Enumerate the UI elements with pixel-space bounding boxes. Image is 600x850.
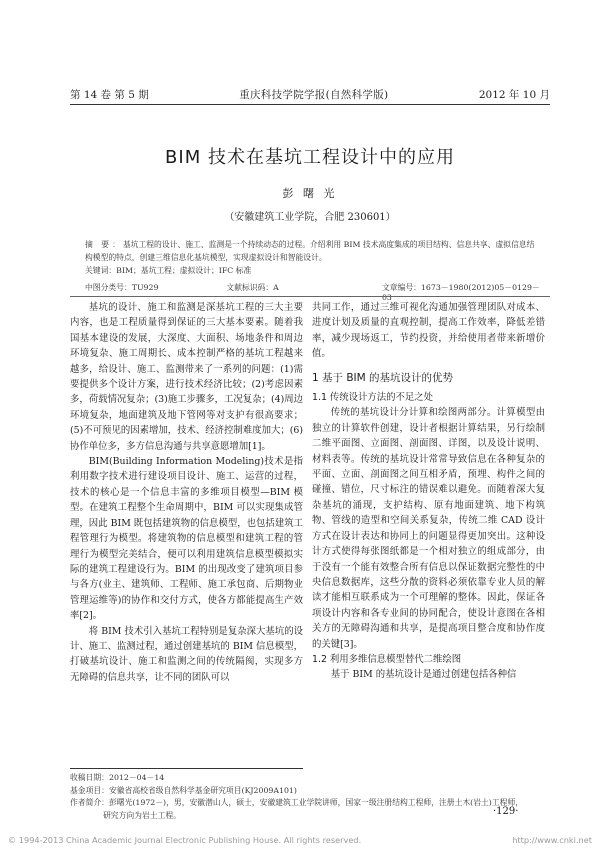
author-bio: 作者简介：彭曙光(1972－)，男，安徽潜山人，硕士，安徽建筑工业学院讲师，国家一级注册结构工程师，注册土木(岩土)工程师， (70, 798, 524, 807)
author-bio-continued: 研究方向为岩土工程。 (103, 810, 181, 820)
right-column (312, 300, 545, 683)
publisher-url[interactable]: http://www.cnki.net (512, 835, 592, 845)
fund-info: 基金项目：安徽省高校省级自然科学基金研究项目(KJ2009A101) (70, 785, 297, 795)
document-code: 文献标识码：A (226, 283, 279, 292)
body-paragraph: 将 BIM 技术引入基坑工程特别是复杂深大基坑的设计、施工、监测过程，通过创建基坑的 BIM 信息模型，打破基坑设计、施工和监测之间的传统隔阂，实现多方无障碍的信息共享，让不同的团队可以 (70, 625, 303, 683)
received-date: 收稿日期：2012－04－14 (70, 773, 165, 782)
running-header (70, 84, 550, 104)
footnotes (70, 772, 550, 822)
article-number: 文章编号：1673－1980(2012)05－0129－03 (381, 283, 540, 302)
body-paragraph-continued: 共同工作，通过三维可视化沟通加强管理团队对成本、进度计划及质量的直观控制，提高工作效率，降低差错率，减少现场返工，节约投资，并给使用者带来新增价值。 (312, 302, 545, 360)
body-paragraph: 基于 BIM 的基坑设计是通过创建包括各种信 (330, 669, 517, 681)
body-paragraph: BIM(Building Information Modeling)技术是指利用数字技术进行建设项目设计、施工、运营的过程，技术的核心是一个信息丰富的多维项目模型—BIM 模型。在建筑工程整个生命周期中，BIM 可以实现集成管理，因此 BIM 既包括建筑物的信息模型，也包括建筑工程管理行为模型。将建筑物的信息模型和建筑工程的管理行为模型完美结合，便可以利用建筑信息模型模拟实际的建筑工程建设行为。BIM 的出现改变了建筑项目参与各方(业主、建筑师、工程师、施工承包商、后期物业管理运维等)的协作和交付方式，使各方都能提高生产效率[2]。 (70, 456, 303, 622)
left-column (70, 300, 303, 685)
body-paragraph: 传统的基坑设计分计算和绘图两部分。计算模型由独立的计算软件创建，设计者根据计算结果，另行绘制二维平面图、立面图、剖面图、详图，以及设计说明、材料表等。传统的基坑设计常常导致信息在各种复杂的平面、立面、剖面图之间互相矛盾，预埋、构件之间的碰撞、错位，尺寸标注的错误难以避免。而随着深大复杂基坑的涌现，支护结构、原有地面建筑、地下构筑物、管线的造型和空间关系复杂，传统二维 CAD 设计方式在设计表达和协同上的问题显得更加突出。这种设计方式使得每张图纸都是一个相对独立的组成部分，由于没有一个能有效整合所有信息以保证数据完整性的中央信息数据库，这些分散的资料必须依靠专业人员的解读才能相互联系成为一个可理解的整体。因此，保证各项设计内容和各专业间的协同配合，使设计意图在各相关方的无障碍沟通和共享，是提高项目整合度和协作度的关键[3]。 (312, 407, 545, 650)
header-rule (70, 104, 550, 105)
article-meta (85, 282, 540, 302)
abstract-text: 基坑工程的设计、施工、监测是一个持续动态的过程。介绍利用 BIM 技术高度集成的项目结构、信息共享、虚拟信息结构模型的特点，创建三维信息化基坑模型，实现虚拟设计和智能设计。 (85, 240, 535, 262)
journal-name: 重庆科技学院学报(自然科学版) (239, 88, 389, 101)
affiliation: （安徽建筑工业学院，合肥 230601） (224, 212, 396, 223)
abstract-rule (70, 296, 550, 297)
page-number: ·129· (493, 806, 519, 817)
abstract (85, 238, 540, 277)
volume-issue: 第 14 卷 第 5 期 (70, 88, 149, 101)
paper-title: BIM 技术在基坑工程设计中的应用 (165, 147, 455, 168)
subsection-heading: 1.1 传统设计方法的不足之处 (312, 392, 434, 404)
abstract-label: 摘 要： (85, 240, 123, 249)
footnote-rule (70, 768, 303, 769)
body-paragraph: 基坑的设计、施工和监测是深基坑工程的三大主要内容，也是工程质量得到保证的三大基本要素。随着我国基本建设的发展，大深度、大面积、场地条件和周边环境复杂、施工周期长、成本控制严格的基坑工程越来越多，给设计、施工、监测带来了一系列的问题：(1)需要提供多个设计方案，进行技术经济比较；(2)考虑因素多，荷载情况复杂；(3)施工步骤多，工况复杂；(4)周边环境复杂，地面建筑及地下管网等对支护有很高要求；(5)不可预见的因素增加，技术、经济控制难度加大；(6)协作单位多，多方信息沟通与共享意愿增加[1]。 (70, 302, 303, 452)
clc-number: 中图分类号：TU929 (85, 283, 159, 292)
copyright-text: © 1994-2013 China Academic Journal Electronic Publishing House. All rights reserved. (8, 835, 362, 845)
copyright-footer (0, 835, 600, 845)
issue-date: 2012 年 10 月 (478, 88, 550, 101)
section-heading: 1 基于 BIM 的基坑设计的优势 (312, 371, 454, 384)
keywords: 关键词：BIM；基坑工程；虚拟设计；IFC 标准 (85, 266, 252, 275)
author: 彭 曙 光 (282, 187, 338, 200)
subsection-heading: 1.2 利用多维信息模型替代二维绘图 (312, 653, 462, 665)
